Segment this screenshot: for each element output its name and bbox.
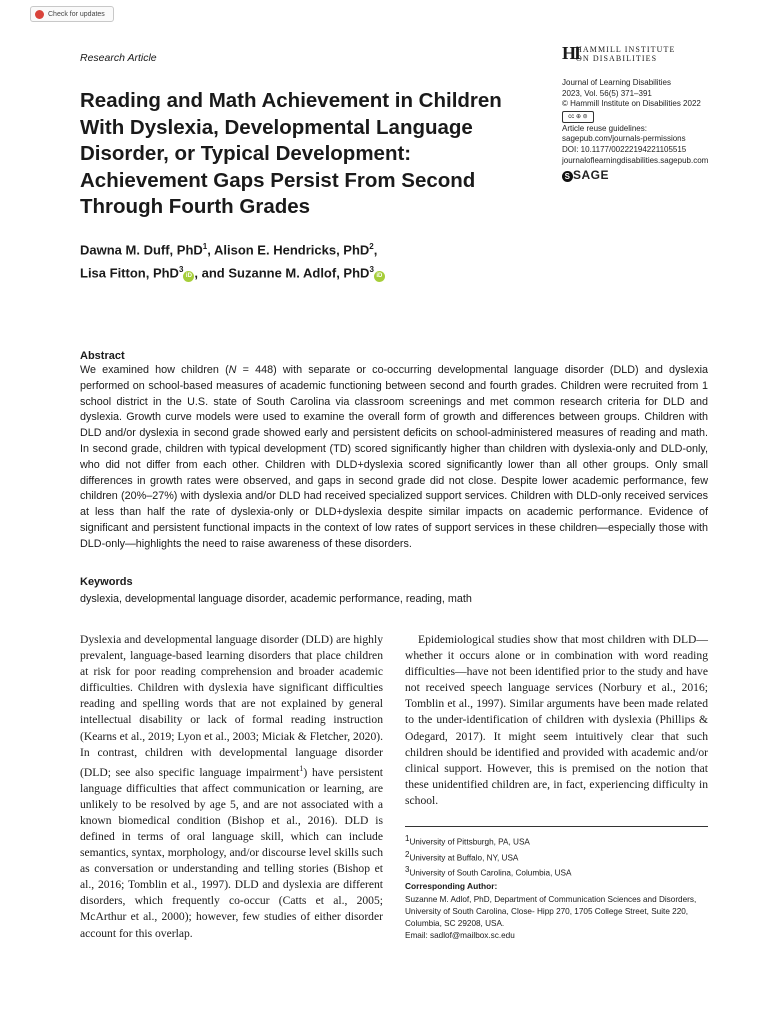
author-4-affiliation: 3 — [369, 265, 374, 275]
author-1: Dawna M. Duff, PhD — [80, 242, 203, 258]
orcid-icon[interactable]: iD — [374, 271, 385, 282]
doi[interactable]: DOI: 10.1177/00222194221105515 — [562, 144, 687, 154]
sage-logo — [562, 170, 752, 182]
permissions-link[interactable]: sagepub.com/journals-permissions — [562, 134, 686, 144]
article-type: Research Article — [80, 52, 157, 64]
corresponding-author-address: Suzanne M. Adlof, PhD, Department of Communication Sciences and Disorders, University of South Carolina, Close- Hipp 270, 1705 College Street, Suite 220, Columbia, SC 29208, USA. — [405, 895, 697, 928]
orcid-icon[interactable]: iD — [183, 271, 194, 282]
check-for-updates-button[interactable] — [30, 6, 114, 22]
affiliations — [405, 833, 708, 880]
author-4: , and Suzanne M. Adlof, PhD — [194, 265, 370, 281]
journal-volume: 2023, Vol. 56(5) 371–391 — [562, 88, 652, 98]
article-title: Reading and Math Achievement in Children With Dyslexia, Developmental Language Disorder, or Typical Development: Achievement Gaps Persist From Second Through Fourth Grades — [80, 89, 502, 218]
author-3-affiliation: 3 — [178, 265, 184, 275]
journal-copyright: © Hammill Institute on Disabilities 2022 — [562, 99, 701, 109]
author-2-affiliation: 2 — [369, 242, 374, 251]
check-updates-label: Check for updates — [48, 11, 105, 18]
publisher-mark: HI — [562, 43, 580, 63]
publisher-line2: ON DISABILITIES — [576, 54, 658, 63]
author-1-affiliation: 1 — [202, 242, 208, 251]
abstract-text: We examined how children (N = 448) with separate or co-occurring developmental language disorder (DLD) and dyslexia performed on school-based measures of academic functioning between second and fourth grades. Children were recruited from 1 school district in the U.S. state of South Carolina via classroom screenings and met common research criteria for DLD and dyslexia. Growth curve models were used to examine the overall form of growth and differences between groups. Children with DLD and/or dyslexia in second grade showed early and persistent deficits on school-administered measures of reading and math. In second grade, children with typical development (TD) scored significantly higher than children with dyslexia-only and DLD-only, who did not differ from each other. Children with DLD+dyslexia scored significantly lower than all other groups. Only small differences in growth rates were observed, and gaps in second grade did not close. Despite lower academic performance, few children (20%–27%) with dyslexia and/or DLD had received specialized support services. Children with DLD-only received services at less than half the rate of dyslexia-only or DLD+dyslexia despite similar impacts on academic performance. Evidence of significant and persistent functional impacts in the context of low rates of support services in these children—especially those with DLD-only—highlights the need to raise awareness of these disorders. — [80, 364, 708, 550]
journal-meta — [562, 78, 752, 182]
check-updates-icon — [35, 10, 44, 19]
sage-icon: S — [562, 171, 573, 182]
corresponding-author-heading: Corresponding Author: — [405, 881, 498, 891]
cc-license-icon: cc ⊕ ⊜ — [562, 111, 594, 123]
author-list — [80, 237, 580, 284]
footnote-marker[interactable]: 1 — [299, 763, 304, 773]
keywords-heading: Keywords — [80, 576, 133, 588]
author-separator: , — [373, 242, 378, 258]
author-3: Lisa Fitton, PhD — [80, 265, 179, 281]
journal-site-link[interactable]: journaloflearningdisabilities.sagepub.com — [562, 155, 709, 165]
corresponding-author-details — [405, 894, 708, 942]
publisher-line1: HAMMILL INSTITUTE — [576, 45, 676, 54]
affiliation-item: $^3$University of South Carolina, Columbia, USA — [405, 865, 572, 879]
corresponding-author-email[interactable]: Email: sadlof@mailbox.sc.edu — [405, 931, 515, 940]
abstract-heading: Abstract — [80, 350, 125, 362]
author-2: , Alison E. Hendricks, PhD — [207, 242, 370, 258]
affiliation-item: $^1$University of Pittsburgh, PA, USA — [405, 834, 530, 847]
n-symbol: N — [228, 364, 237, 376]
reuse-guidelines: Article reuse guidelines: — [562, 123, 647, 133]
footnote-divider — [405, 826, 708, 827]
sage-label: SAGE — [573, 168, 610, 183]
body-column-left: Dyslexia and developmental language disorder (DLD) are highly prevalent, language-based learning disorders that place children at risk for poor reading comprehension and broader academic difficulties. Children with dyslexia have significant difficulties reading and spelling words that are not explained by general intellectual disability or lack of formal reading instruction (Kearns et al., 2019; Lyon et al., 2003; Miciak & Fletcher, 2020). In contrast, children with developmental language disorder (DLD; see also specific language impairment$^1$) have persistent language difficulties that affect communication or learning, are unlikely to be resolved by age 5, and are not associated with a known biomedical condition (Bishop et al., 2016). DLD is defined in terms of oral language skill, which can include semantics, syntax, morphology, and/or discourse level skills such as conversation or understanding and telling stories (Bishop et al., 2016; Tomblin et al., 1997). DLD and dyslexia are different disorders, which frequently co-occur (Catts et al., 2005; McArthur et al., 2000); however, few studies of either disorder account for this overlap. — [80, 633, 383, 940]
keywords-text: dyslexia, developmental language disorder, academic performance, reading, math — [80, 593, 472, 605]
affiliation-item: $^2$University at Buffalo, NY, USA — [405, 849, 519, 863]
journal-name: Journal of Learning Disabilities — [562, 78, 671, 87]
body-column-right: Epidemiological studies show that most children with DLD—whether it occurs alone or in combination with word reading difficulties—have not been identified prior to the study and have not received speech language services (Norbury et al., 2016; Tomblin et al., 1997). Similar arguments have been made related to the under-identification of children with dyslexia (Phillips & Odegard, 2017). It might seem intuitively clear that such children should be identified and provided with academic and/or clinical support. However, this is premised on the notion that these unidentified children are, in fact, experiencing difficulty in school. — [405, 633, 708, 807]
